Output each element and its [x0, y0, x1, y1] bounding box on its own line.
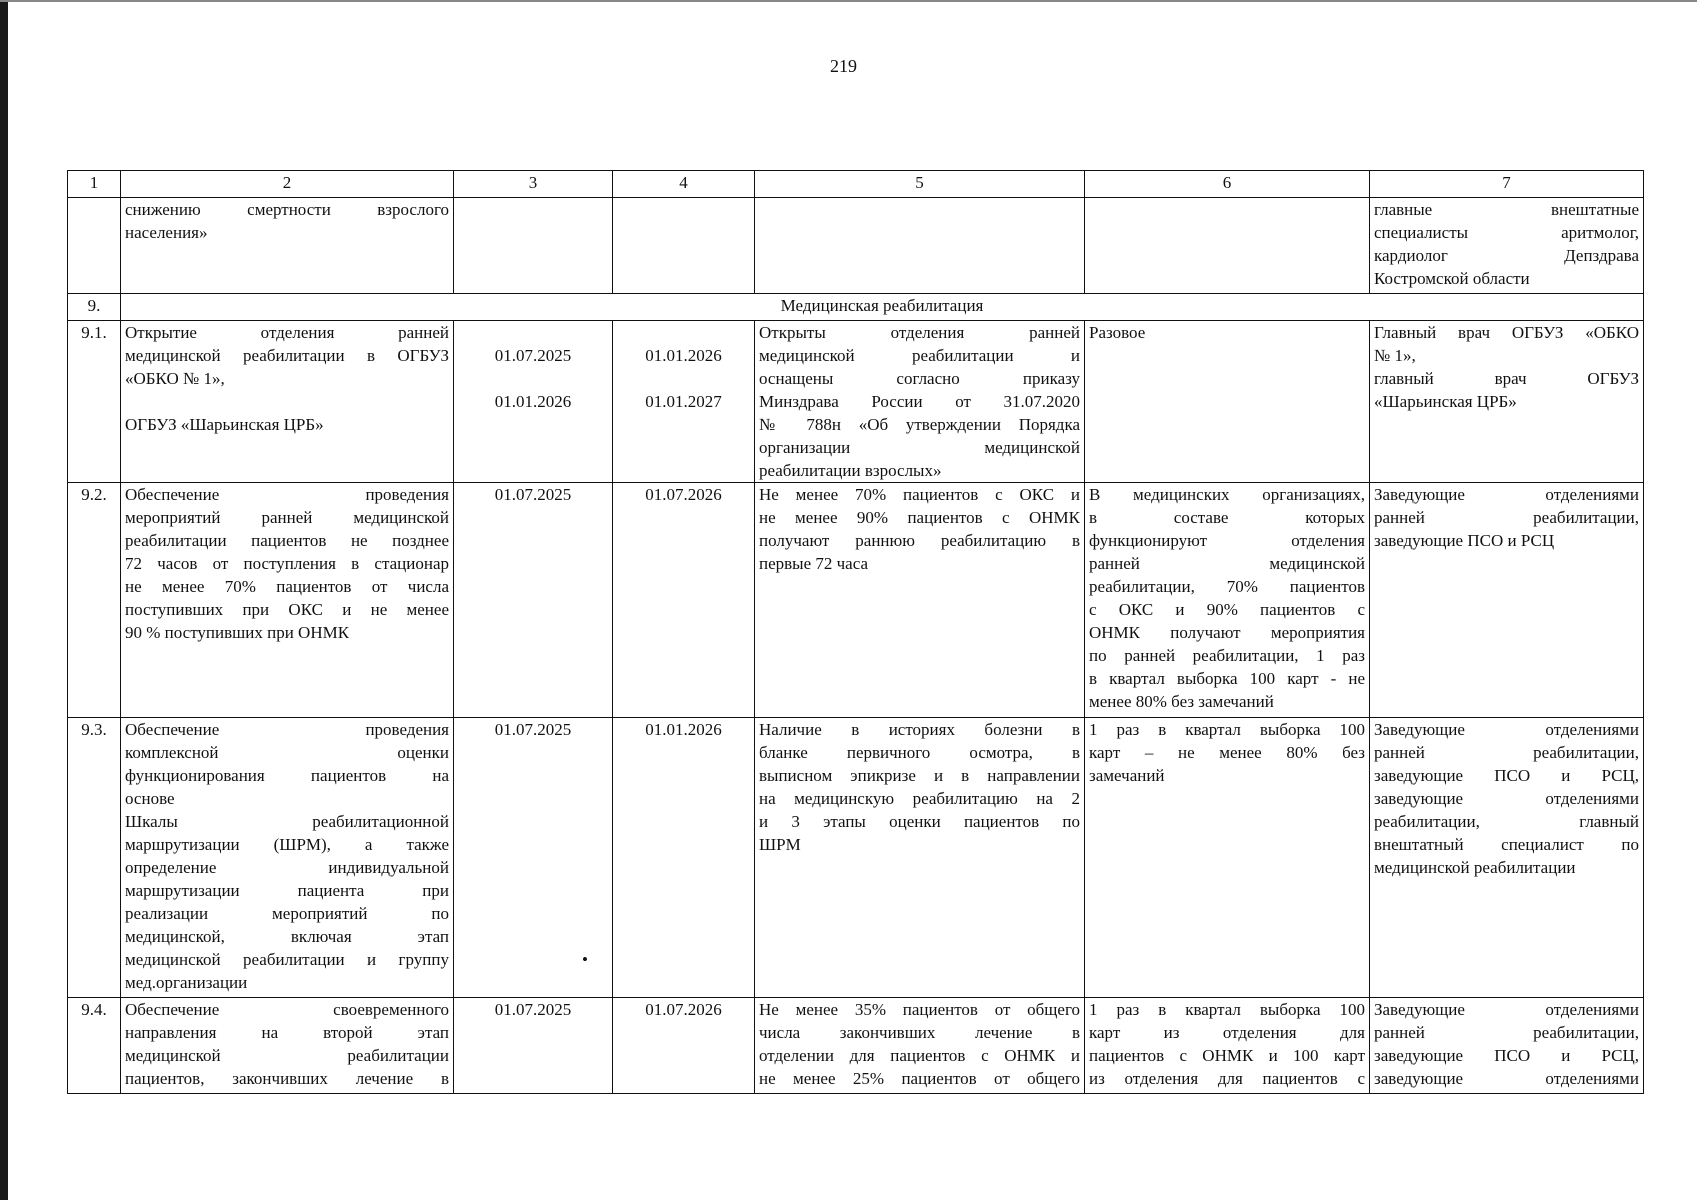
end-date-cell [613, 998, 755, 1094]
column-number: 1 [68, 171, 121, 198]
result-cell [755, 198, 1085, 294]
row-number: 9.4. [68, 998, 121, 1094]
end-date: 01.01.2026 [645, 720, 722, 739]
control-cell: 1 раз в квартал выборка 100 карт из отделения для пациентов с ОНМК и 100 карт из отделения для пациентов с [1085, 998, 1370, 1094]
section-title: Медицинская реабилитация [121, 294, 1644, 321]
column-number: 2 [121, 171, 454, 198]
control-cell: 1 раз в квартал выборка 100 карт – не менее 80% без замечаний [1085, 718, 1370, 998]
section-number: 9. [68, 294, 121, 321]
section-row [68, 294, 1644, 321]
table-row [68, 998, 1644, 1094]
end-date: 01.01.2027 [645, 392, 722, 411]
end-date-cell [613, 718, 755, 998]
responsible-cell: главные внештатные специалисты аритмолог, кардиолог Депздрава Костромской области [1370, 198, 1644, 294]
start-date-cell [454, 198, 613, 294]
start-date: 01.07.2025 [494, 485, 572, 504]
activity-cell: Обеспечение проведения комплексной оценки функционирования пациентов на основе Шкалы реабилитационной маршрутизации (ШРМ), а также определение индивидуальной маршрутизации пациента при реализации мероприятий по медицинской, включая этап медицинской реабилитации и группу мед.организации [121, 718, 454, 998]
start-date-cell [454, 321, 613, 483]
table-row [68, 321, 1644, 483]
end-date: 01.07.2026 [645, 1000, 722, 1019]
start-date: 01.01.2026 [494, 392, 572, 411]
column-number: 4 [613, 171, 755, 198]
end-date-cell [613, 321, 755, 483]
start-date-cell [454, 483, 613, 718]
start-date: 01.07.2025 [494, 720, 572, 739]
responsible-cell: Заведующие отделениями ранней реабилитации, заведующие ПСО и РСЦ, заведующие отделениями [1370, 998, 1644, 1094]
column-number-row [68, 171, 1644, 198]
start-date-cell [454, 718, 613, 998]
activity-cell: Обеспечение проведения мероприятий ранней медицинской реабилитации пациентов не позднее 72 часов от поступления в стационар не менее 70% пациентов от числа поступивших при ОКС и не менее 90 % поступивших при ОНМК [121, 483, 454, 718]
column-number: 6 [1085, 171, 1370, 198]
table-row [68, 483, 1644, 718]
control-cell [1085, 198, 1370, 294]
table-row [68, 718, 1644, 998]
column-number: 5 [755, 171, 1085, 198]
responsible-cell: Главный врач ОГБУЗ «ОБКО № 1», главный врач ОГБУЗ «Шарьинская ЦРБ» [1370, 321, 1644, 483]
control-cell: Разовое [1085, 321, 1370, 483]
scan-edge [0, 0, 8, 1200]
plan-table [67, 170, 1644, 1094]
responsible-cell: Заведующие отделениями ранней реабилитации, заведующие ПСО и РСЦ [1370, 483, 1644, 718]
end-date: 01.01.2026 [645, 346, 722, 365]
end-date-cell [613, 198, 755, 294]
page-number: 219 [830, 56, 857, 76]
table-row [68, 198, 1644, 294]
column-number: 3 [454, 171, 613, 198]
row-number: 9.3. [68, 718, 121, 998]
scan-edge-top [0, 0, 1697, 2]
activity-cell: Обеспечение своевременного направления на второй этап медицинской реабилитации пациентов, закончивших лечение в [121, 998, 454, 1094]
column-number: 7 [1370, 171, 1644, 198]
control-cell: В медицинских организациях, в составе которых функционируют отделения ранней медицинской реабилитации, 70% пациентов с ОКС и 90% пациентов с ОНМК получают мероприятия по ранней реабилитации, 1 раз в квартал выборка 100 карт - не менее 80% без замечаний [1085, 483, 1370, 718]
result-cell: Не менее 35% пациентов от общего числа закончивших лечение в отделении для пациентов с ОНМК и не менее 25% пациентов от общего [755, 998, 1085, 1094]
stray-mark: • [582, 950, 588, 969]
row-number: 9.1. [68, 321, 121, 483]
start-date-cell [454, 998, 613, 1094]
start-date: 01.07.2025 [494, 346, 572, 365]
responsible-cell: Заведующие отделениями ранней реабилитации, заведующие ПСО и РСЦ, заведующие отделениями реабилитации, главный внештатный специалист по медицинской реабилитации [1370, 718, 1644, 998]
row-number-cell [68, 198, 121, 294]
start-date: 01.07.2025 [494, 1000, 572, 1019]
activity-cell: снижению смертности взрослого населения» [121, 198, 454, 294]
result-cell: Наличие в историях болезни в бланке первичного осмотра, в выписном эпикризе и в направлении на медицинскую реабилитацию на 2 и 3 этапы оценки пациентов по ШРМ [755, 718, 1085, 998]
activity-cell: Открытие отделения ранней медицинской реабилитации в ОГБУЗ «ОБКО № 1», ОГБУЗ «Шарьинская ЦРБ» [121, 321, 454, 483]
end-date: 01.07.2026 [645, 485, 722, 504]
result-cell: Открыты отделения ранней медицинской реабилитации и оснащены согласно приказу Минздрава России от 31.07.2020 № 788н «Об утверждении Порядка организации медицинской реабилитации взрослых» [755, 321, 1085, 483]
end-date-cell [613, 483, 755, 718]
result-cell: Не менее 70% пациентов с ОКС и не менее 90% пациентов с ОНМК получают раннюю реабилитацию в первые 72 часа [755, 483, 1085, 718]
row-number: 9.2. [68, 483, 121, 718]
